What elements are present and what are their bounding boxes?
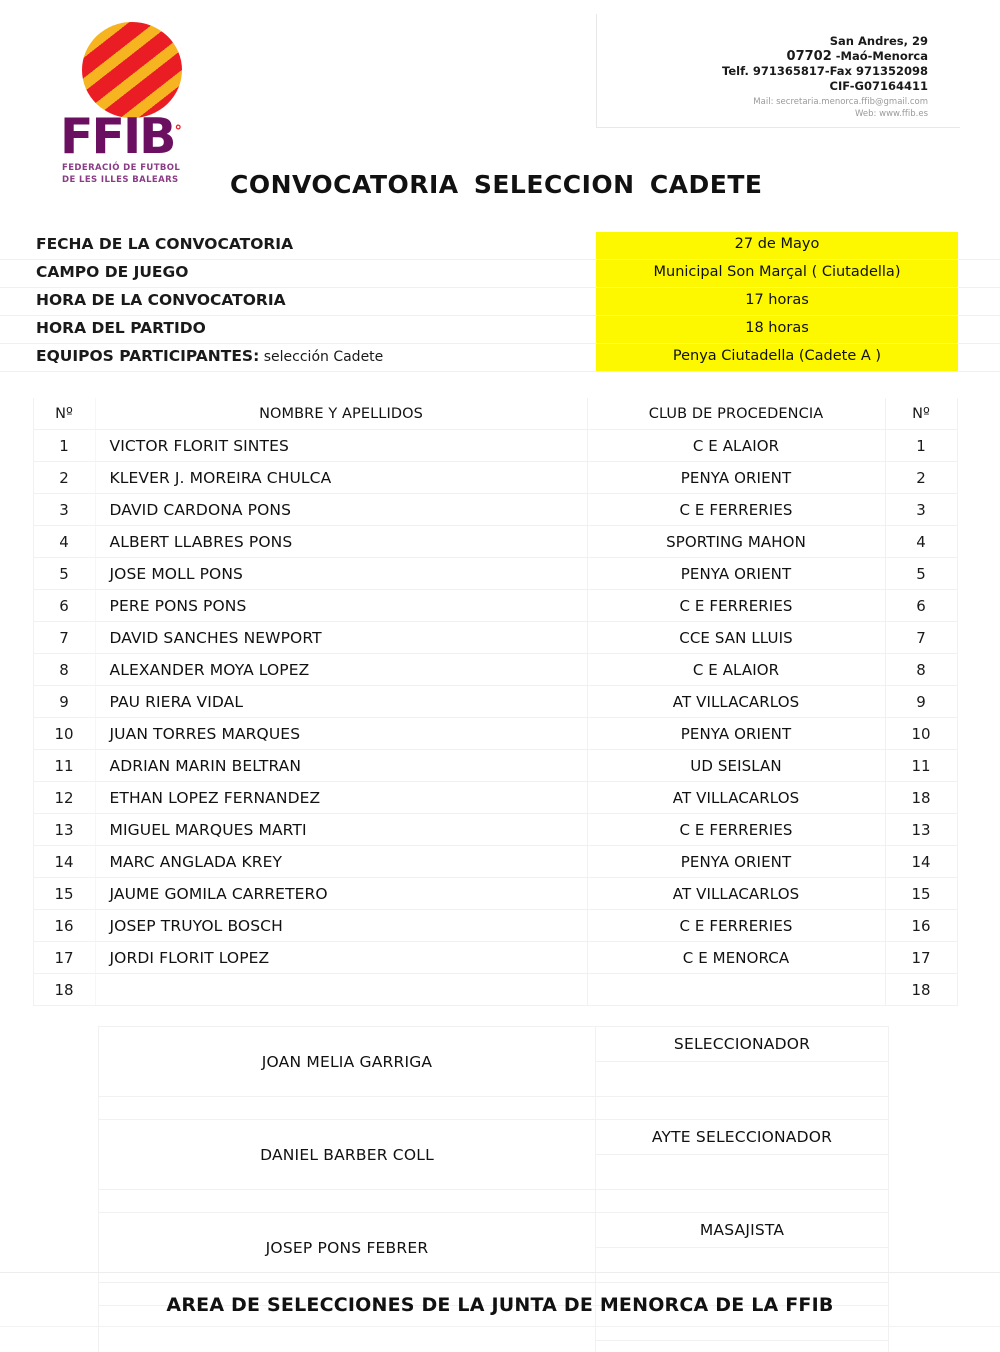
player-club: UD SEISLAN [587,750,885,782]
player-number-2: 10 [885,718,957,750]
table-row [0,462,1000,494]
staff-member-name: JOAN MELIA GARRIGA [99,1027,596,1097]
row-left-pad [0,430,33,462]
player-name: DAVID CARDONA PONS [95,494,587,526]
info-row [0,316,1000,344]
address-phone-fax: Telf. 971365817-Fax 971352098 [722,64,928,78]
player-club: PENYA ORIENT [587,558,885,590]
player-number-2: 11 [885,750,957,782]
info-row-label: HORA DE LA CONVOCATORIA [36,291,286,309]
player-club: AT VILLACARLOS [587,782,885,814]
player-club: PENYA ORIENT [587,846,885,878]
player-number: 8 [33,654,95,686]
player-number-2: 7 [885,622,957,654]
logo-wordmark [60,108,220,165]
player-number-2: 5 [885,558,957,590]
player-name: ADRIAN MARIN BELTRAN [95,750,587,782]
staff-role-blank [596,1062,889,1097]
player-number: 3 [33,494,95,526]
player-club: PENYA ORIENT [587,462,885,494]
address-website: Web: www.ffib.es [855,109,928,119]
col-header-name: NOMBRE Y APELLIDOS [95,398,587,430]
player-club: AT VILLACARLOS [587,686,885,718]
staff-spacer-right [596,1097,889,1120]
player-club: AT VILLACARLOS [587,878,885,910]
info-row-value: 18 horas [745,320,809,336]
row-right-pad [957,718,1000,750]
player-number-2: 1 [885,430,957,462]
table-row [0,942,1000,974]
table-row [0,430,1000,462]
row-left-pad [0,590,33,622]
player-number-2: 4 [885,526,957,558]
staff-spacer-left [99,1190,596,1213]
info-row-label: CAMPO DE JUEGO [36,263,189,281]
address-city-name: -Maó-Menorca [831,49,928,63]
address-postcode: 07702 [786,49,832,64]
info-row [0,232,1000,260]
info-row-label: FECHA DE LA CONVOCATORIA [36,235,294,253]
table-row [0,910,1000,942]
staff-spacer-left [99,1097,596,1120]
table-row [0,558,1000,590]
row-right-pad [957,942,1000,974]
table-row [0,718,1000,750]
table-row [0,686,1000,718]
row-left-pad [0,910,33,942]
address-cif: CIF-G07164411 [829,79,928,93]
row-left-pad [0,718,33,750]
player-name: JUAN TORRES MARQUES [95,718,587,750]
table-row [0,974,1000,1006]
player-number: 17 [33,942,95,974]
info-row [0,260,1000,288]
row-left-pad [0,974,33,1006]
row-right-pad [957,590,1000,622]
player-number-2: 18 [885,782,957,814]
player-club: SPORTING MAHON [587,526,885,558]
info-row-label: EQUIPOS PARTICIPANTES: selección Cadete [36,347,384,365]
player-number: 2 [33,462,95,494]
table-row [0,622,1000,654]
players-table [0,398,1000,1006]
address-street: San Andres, 29 [829,34,928,48]
players-table-wrapper [0,398,1000,1006]
staff-row [99,1213,889,1248]
staff-row-spacer [99,1097,889,1120]
row-left-pad [0,558,33,590]
staff-spacer-right [596,1190,889,1213]
logo-subtitle-line1: FEDERACIÓ DE FUTBOL [62,163,181,173]
player-number: 11 [33,750,95,782]
player-number-2: 16 [885,910,957,942]
staff-member-name: DANIEL BARBER COLL [99,1120,596,1190]
row-right-pad [957,462,1000,494]
player-number-2: 6 [885,590,957,622]
player-club: C E FERRERIES [587,814,885,846]
logo-wordmark-text: FFIB [60,108,175,165]
player-club: C E FERRERIES [587,590,885,622]
row-right-pad [957,910,1000,942]
player-number-2: 15 [885,878,957,910]
player-name: MARC ANGLADA KREY [95,846,587,878]
row-left-pad [0,526,33,558]
player-number: 7 [33,622,95,654]
player-name: JORDI FLORIT LOPEZ [95,942,587,974]
info-row-value: 27 de Mayo [734,236,820,252]
table-row [0,814,1000,846]
player-number: 14 [33,846,95,878]
row-left-pad [0,494,33,526]
player-number: 13 [33,814,95,846]
staff-role-blank [596,1248,889,1283]
table-row [0,846,1000,878]
player-name: ETHAN LOPEZ FERNANDEZ [95,782,587,814]
player-club [587,974,885,1006]
row-right-pad [957,782,1000,814]
info-row [0,288,1000,316]
staff-role-blank [596,1155,889,1190]
player-number: 18 [33,974,95,1006]
table-row [0,526,1000,558]
row-right-pad [957,622,1000,654]
row-right-pad [957,430,1000,462]
footer-divider [0,1272,1000,1273]
player-number-2: 8 [885,654,957,686]
table-row [0,590,1000,622]
player-name: PERE PONS PONS [95,590,587,622]
table-row [0,494,1000,526]
player-name: VICTOR FLORIT SINTES [95,430,587,462]
document-header [0,0,1000,222]
staff-row-spacer [99,1190,889,1213]
table-row [0,878,1000,910]
row-left-pad [0,878,33,910]
staff-row [99,1120,889,1155]
ffib-logo [60,22,220,190]
row-left-pad [0,846,33,878]
row-right-pad [957,558,1000,590]
col-header-number-2: Nº [885,398,957,430]
table-right-pad [957,398,1000,430]
player-name: KLEVER J. MOREIRA CHULCA [95,462,587,494]
player-number-2: 9 [885,686,957,718]
player-name: DAVID SANCHES NEWPORT [95,622,587,654]
player-number-2: 3 [885,494,957,526]
row-left-pad [0,622,33,654]
player-number: 5 [33,558,95,590]
row-right-pad [957,846,1000,878]
row-left-pad [0,686,33,718]
table-row [0,782,1000,814]
player-name: ALBERT LLABRES PONS [95,526,587,558]
info-row-value: Municipal Son Marçal ( Ciutadella) [653,264,901,280]
row-right-pad [957,686,1000,718]
staff-role-blank [596,1341,889,1352]
footer-bottom-divider [0,1326,1000,1327]
federation-address-block [596,14,960,128]
player-number-2: 13 [885,814,957,846]
staff-member-role: AYTE SELECCIONADOR [596,1120,889,1155]
col-header-number: Nº [33,398,95,430]
row-right-pad [957,654,1000,686]
player-name: MIGUEL MARQUES MARTI [95,814,587,846]
player-number: 4 [33,526,95,558]
player-number: 1 [33,430,95,462]
player-club: C E ALAIOR [587,654,885,686]
striped-ball-icon [82,22,182,118]
player-club: C E MENORCA [587,942,885,974]
player-name: JAUME GOMILA CARRETERO [95,878,587,910]
player-club: C E ALAIOR [587,430,885,462]
player-club: CCE SAN LLUIS [587,622,885,654]
row-left-pad [0,942,33,974]
table-row [0,750,1000,782]
staff-member-name: JOSEP PONS FEBRER [99,1213,596,1283]
row-right-pad [957,814,1000,846]
player-number: 6 [33,590,95,622]
info-row-value: Penya Ciutadella (Cadete A ) [672,348,882,364]
row-left-pad [0,654,33,686]
row-right-pad [957,494,1000,526]
player-number-2: 14 [885,846,957,878]
convocatoria-info-section [0,232,1000,374]
info-row [0,344,1000,372]
row-left-pad [0,782,33,814]
players-table-header-row [0,398,1000,430]
player-club: PENYA ORIENT [587,718,885,750]
player-name: ALEXANDER MOYA LOPEZ [95,654,587,686]
page-title: CONVOCATORIA SELECCION CADETE [230,170,763,199]
address-email: Mail: secretaria.menorca.ffib@gmail.com [753,97,928,107]
player-name: PAU RIERA VIDAL [95,686,587,718]
player-number-2: 17 [885,942,957,974]
player-number: 10 [33,718,95,750]
player-club: C E FERRERIES [587,910,885,942]
player-number: 9 [33,686,95,718]
info-row-label-suffix: selección Cadete [259,349,384,365]
staff-member-role: SELECCIONADOR [596,1027,889,1062]
info-row-value: 17 horas [745,292,809,308]
row-right-pad [957,526,1000,558]
staff-row [99,1027,889,1062]
table-row [0,654,1000,686]
player-name [95,974,587,1006]
row-right-pad [957,750,1000,782]
player-number: 15 [33,878,95,910]
row-right-pad [957,878,1000,910]
logo-subtitle-line2: DE LES ILLES BALEARS [62,175,179,185]
player-club: C E FERRERIES [587,494,885,526]
player-number-2: 18 [885,974,957,1006]
player-number: 16 [33,910,95,942]
logo-degree-icon: ° [174,121,181,140]
player-number-2: 2 [885,462,957,494]
row-left-pad [0,750,33,782]
row-right-pad [957,974,1000,1006]
player-name: JOSEP TRUYOL BOSCH [95,910,587,942]
row-left-pad [0,462,33,494]
player-name: JOSE MOLL PONS [95,558,587,590]
player-number: 12 [33,782,95,814]
address-city [597,49,928,64]
staff-member-role: MASAJISTA [596,1213,889,1248]
table-left-pad [0,398,33,430]
row-left-pad [0,814,33,846]
info-row-label: HORA DEL PARTIDO [36,319,206,337]
col-header-club: CLUB DE PROCEDENCIA [587,398,885,430]
footer-title: AREA DE SELECCIONES DE LA JUNTA DE MENORCA DE LA FFIB [166,1294,834,1316]
